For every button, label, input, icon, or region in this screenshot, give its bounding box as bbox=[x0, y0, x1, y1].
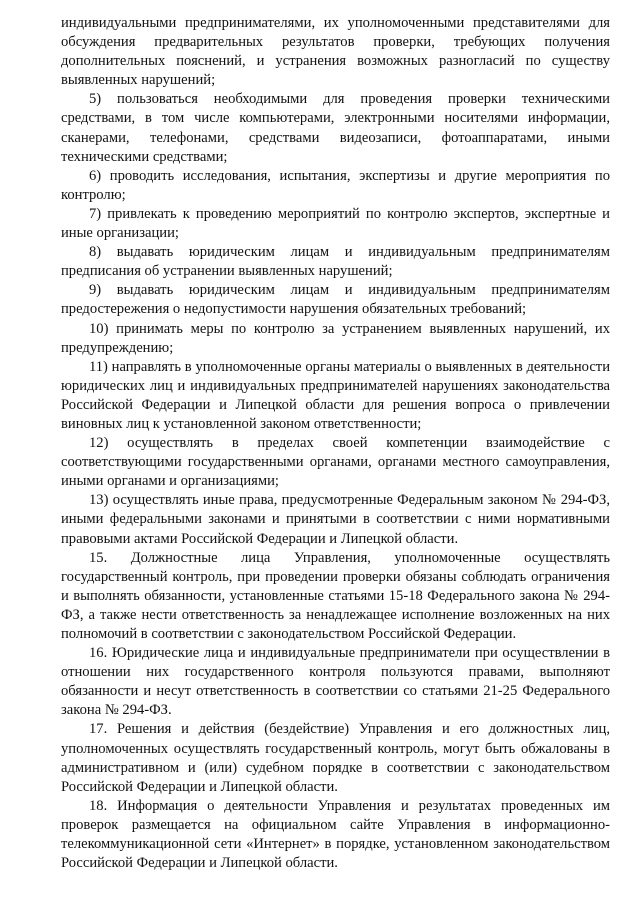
paragraph-section-16: 16. Юридические лица и индивидуальные предприниматели при осуществлении в отношении них государственного контроля пользуются правами, выполняют обязанности и несут ответственность в соответствии со статьями 21-25 Федерального закона № 294-ФЗ. bbox=[61, 645, 610, 719]
paragraph-section-15: 15. Должностные лица Управления, уполномоченные осуществлять государственный контроль, при проведении проверки обязаны соблюдать ограничения и выполнять обязанности, установленные статьями 15-18 Федерального закона № 294-ФЗ, а также нести ответственность за ненадлежащее исполнение возложенных на них полномочий в соответствии с законодательством Российской Федерации. bbox=[61, 549, 610, 642]
paragraph-item-9: 9) выдавать юридическим лицам и индивидуальным предпринимателям предостережения о недопустимости нарушения обязательных требований; bbox=[61, 282, 610, 318]
paragraph-item-6: 6) проводить исследования, испытания, экспертизы и другие мероприятия по контролю; bbox=[61, 167, 610, 203]
paragraph-section-18: 18. Информация о деятельности Управления и результатах проведенных им проверок размещается на официальном сайте Управления в информационно-телекоммуникационной сети «Интернет» в порядке, установленном законодательством Российской Федерации и Липецкой области. bbox=[61, 797, 610, 872]
document-page bbox=[61, 14, 610, 873]
paragraph-continued: индивидуальными предпринимателями, их уполномоченными представителями для обсуждения предварительных результатов проверки, требующих получения дополнительных пояснений, и устранения возможных разногласий по существу выявленных нарушений; bbox=[61, 15, 610, 89]
paragraph-item-7: 7) привлекать к проведению мероприятий по контролю экспертов, экспертные и иные организации; bbox=[61, 205, 610, 242]
paragraph-item-13: 13) осуществлять иные права, предусмотренные Федеральным законом № 294-ФЗ, иными федеральными законами и принятыми в соответствии с ними нормативными правовыми актами Российской Федерации и Липецкой области. bbox=[61, 492, 610, 547]
paragraph-item-8: 8) выдавать юридическим лицам и индивидуальным предпринимателям предписания об устранении выявленных нарушений; bbox=[61, 244, 610, 280]
paragraph-item-11: 11) направлять в уполномоченные органы материалы о выявленных в деятельности юридических лиц и индивидуальных предпринимателей нарушениях законодательства Российской Федерации и Липецкой области для решения вопроса о привлечении виновных лиц к установленной законом ответственности; bbox=[61, 358, 610, 432]
paragraph-item-12: 12) осуществлять в пределах своей компетенции взаимодействие с соответствующими государственными органами, органами местного самоуправления, иными органами и организациями; bbox=[61, 435, 610, 490]
paragraph-item-5: 5) пользоваться необходимыми для проведения проверки техническими средствами, в том числе компьютерами, электронными носителями информации, сканерами, телефонами, средствами видеозаписи, фотоаппаратами, иными техническими средствами; bbox=[61, 91, 610, 165]
paragraph-section-17: 17. Решения и действия (бездействие) Управления и его должностных лиц, уполномоченных осуществлять государственный контроль, могут быть обжалованы в административном и (или) судебном порядке в соответствии с законодательством Российской Федерации и Липецкой области. bbox=[61, 721, 610, 795]
paragraph-item-10: 10) принимать меры по контролю за устранением выявленных нарушений, их предупреждению; bbox=[61, 320, 610, 356]
